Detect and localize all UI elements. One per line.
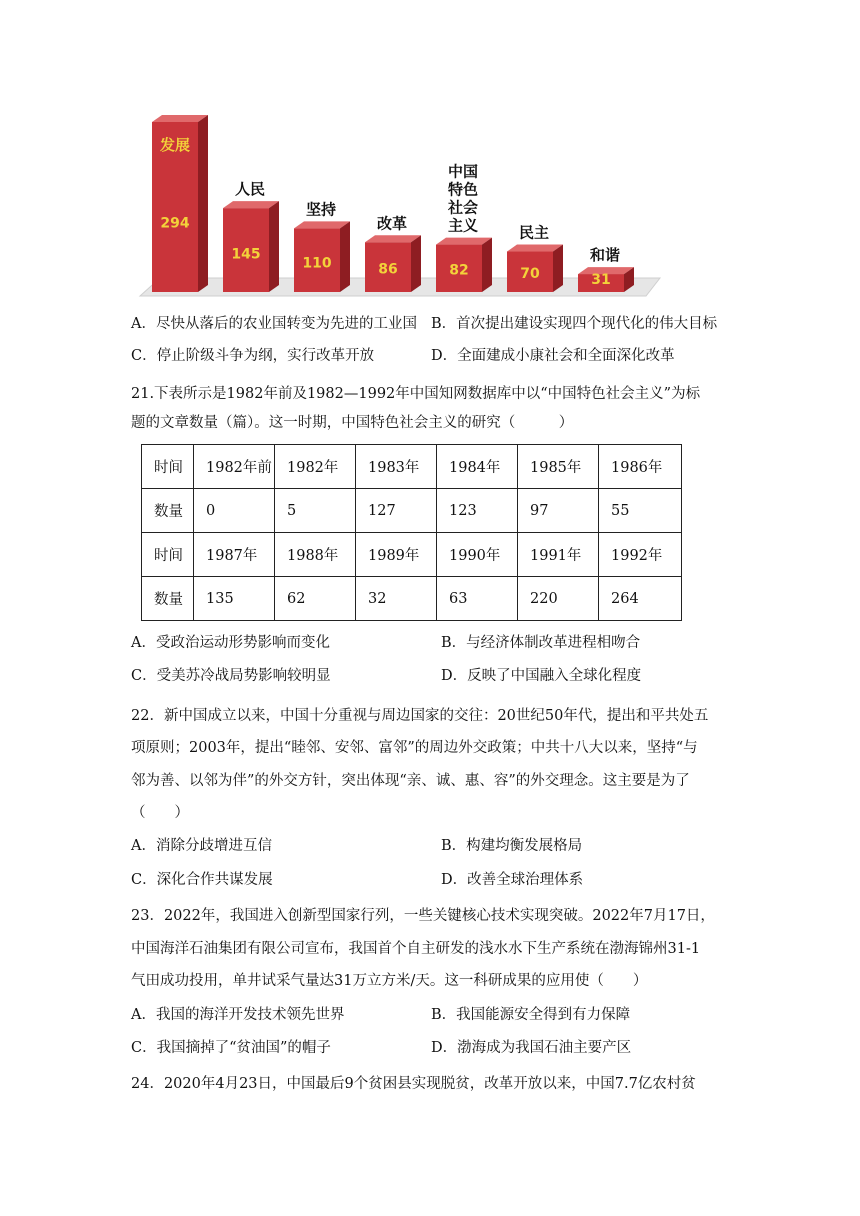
table-cell: 1991年: [518, 533, 599, 577]
q21-option-d: D．反映了中国融入全球化程度: [441, 668, 642, 684]
q22-option-a: A．消除分歧增进互信: [131, 838, 272, 854]
q23-option-d: D．渤海成为我国石油主要产区: [431, 1040, 632, 1056]
bar-side-face: [198, 115, 208, 292]
table-cell: 数量: [142, 489, 194, 533]
table-cell: 0: [194, 489, 275, 533]
table-cell: 62: [275, 577, 356, 621]
q21-option-b: B．与经济体制改革进程相吻合: [441, 635, 641, 651]
q23-stem-line-2: 中国海洋石油集团有限公司宣布，我国首个自主研发的浅水水下生产系统在渤海锦州31-1: [131, 941, 701, 957]
bar-side-face: [411, 235, 421, 292]
table-cell: 1982年: [275, 445, 356, 489]
bar-value-label: 31: [591, 272, 611, 288]
table-cell: 时间: [142, 533, 194, 577]
q21-option-a: A．受政治运动形势影响而变化: [131, 635, 330, 651]
table-cell: 1992年: [599, 533, 682, 577]
table-cell: 1984年: [437, 445, 518, 489]
bar-category-label: 改革: [376, 214, 408, 233]
table-row: [142, 533, 682, 577]
q24-stem-line-1: 24．2020年4月23日，中国最后9个贫困县实现脱贫，改革开放以来，中国7.7亿农村贫: [131, 1076, 696, 1092]
table-row: [142, 577, 682, 621]
bar-value-label: 110: [302, 255, 332, 272]
bar-value-label: 294: [160, 215, 190, 232]
table-cell: 1986年: [599, 445, 682, 489]
q20-option-a: A．尽快从落后的农业国转变为先进的工业国: [131, 316, 417, 332]
table-cell: 1987年: [194, 533, 275, 577]
table-cell: 1990年: [437, 533, 518, 577]
table-cell: 数量: [142, 577, 194, 621]
table-cell: 1982年前: [194, 445, 275, 489]
table-cell: 55: [599, 489, 682, 533]
q22-option-c: C．深化合作共谋发展: [131, 872, 273, 888]
bar-side-face: [482, 238, 492, 292]
bar-side-face: [553, 245, 563, 292]
table-cell: 97: [518, 489, 599, 533]
bar-category-label: 主义: [447, 216, 479, 235]
q22-stem-line-3: 邻为善、以邻为伴”的外交方针，突出体现“亲、诚、惠、容”的外交理念。这主要是为了: [131, 773, 690, 789]
q22-option-b: B．构建均衡发展格局: [441, 838, 583, 854]
q23-option-a: A．我国的海洋开发技术领先世界: [131, 1007, 345, 1023]
bar-category-label: 民主: [518, 223, 550, 242]
table-row: [142, 489, 682, 533]
q20-option-b: B．首次提出建设实现四个现代化的伟大目标: [431, 316, 718, 332]
bar-value-label: 86: [378, 261, 398, 278]
q20-option-d: D．全面建成小康社会和全面深化改革: [431, 348, 675, 364]
q22-stem-line-4: （ ）: [131, 805, 189, 821]
q22-stem-line-1: 22．新中国成立以来，中国十分重视与周边国家的交往：20世纪50年代，提出和平共处五: [131, 708, 709, 724]
q23-stem-line-1: 23．2022年，我国进入创新型国家行列，一些关键核心技术实现突破。2022年7月17日，: [131, 908, 715, 924]
table-cell: 1985年: [518, 445, 599, 489]
q22-stem-line-2: 项原则；2003年，提出“睦邻、安邻、富邻”的周边外交政策；中共十八大以来，坚持“与: [131, 740, 698, 756]
bar-category-label: 坚持: [305, 200, 337, 219]
table-cell: 220: [518, 577, 599, 621]
bar-category-label: 人民: [234, 180, 266, 199]
table-cell: 264: [599, 577, 682, 621]
bar-value-label: 82: [449, 262, 469, 279]
bar-category-label: 中国: [447, 162, 479, 181]
table-cell: 127: [356, 489, 437, 533]
bar-side-face: [340, 221, 350, 292]
table-cell: 135: [194, 577, 275, 621]
table-cell: 5: [275, 489, 356, 533]
q23-option-c: C．我国摘掉了“贫油国”的帽子: [131, 1040, 331, 1056]
bar-category-label: 和谐: [589, 246, 621, 265]
table-cell: 1989年: [356, 533, 437, 577]
q21-option-c: C．受美苏冷战局势影响较明显: [131, 668, 331, 684]
bar-category-label: 特色: [447, 180, 479, 199]
q23-stem-line-3: 气田成功投用，单井试采气量达31万立方米/天。这一科研成果的应用使（ ）: [131, 973, 648, 989]
bar-category-label: 社会: [447, 198, 479, 217]
table-cell: 63: [437, 577, 518, 621]
bar-value-label: 70: [520, 265, 540, 282]
table-cell: 32: [356, 577, 437, 621]
q21-data-table: [141, 444, 682, 621]
table-cell: 1983年: [356, 445, 437, 489]
keyword-frequency-bar-chart: [130, 108, 670, 306]
table-cell: 1988年: [275, 533, 356, 577]
table-cell: 时间: [142, 445, 194, 489]
table-cell: 123: [437, 489, 518, 533]
q22-option-d: D．改善全球治理体系: [441, 872, 584, 888]
q23-option-b: B．我国能源安全得到有力保障: [431, 1007, 631, 1023]
q20-option-c: C．停止阶级斗争为纲，实行改革开放: [131, 348, 375, 364]
bar-category-label: 发展: [159, 136, 191, 154]
bar-value-label: 145: [231, 246, 261, 263]
q21-stem-line-2: 题的文章数量（篇）。这一时期，中国特色社会主义的研究（ ）: [131, 415, 574, 431]
bar-side-face: [269, 201, 279, 292]
q21-stem-line-1: 21.下表所示是1982年前及1982—1992年中国知网数据库中以“中国特色社会主义”为标: [131, 386, 701, 402]
table-row: [142, 445, 682, 489]
